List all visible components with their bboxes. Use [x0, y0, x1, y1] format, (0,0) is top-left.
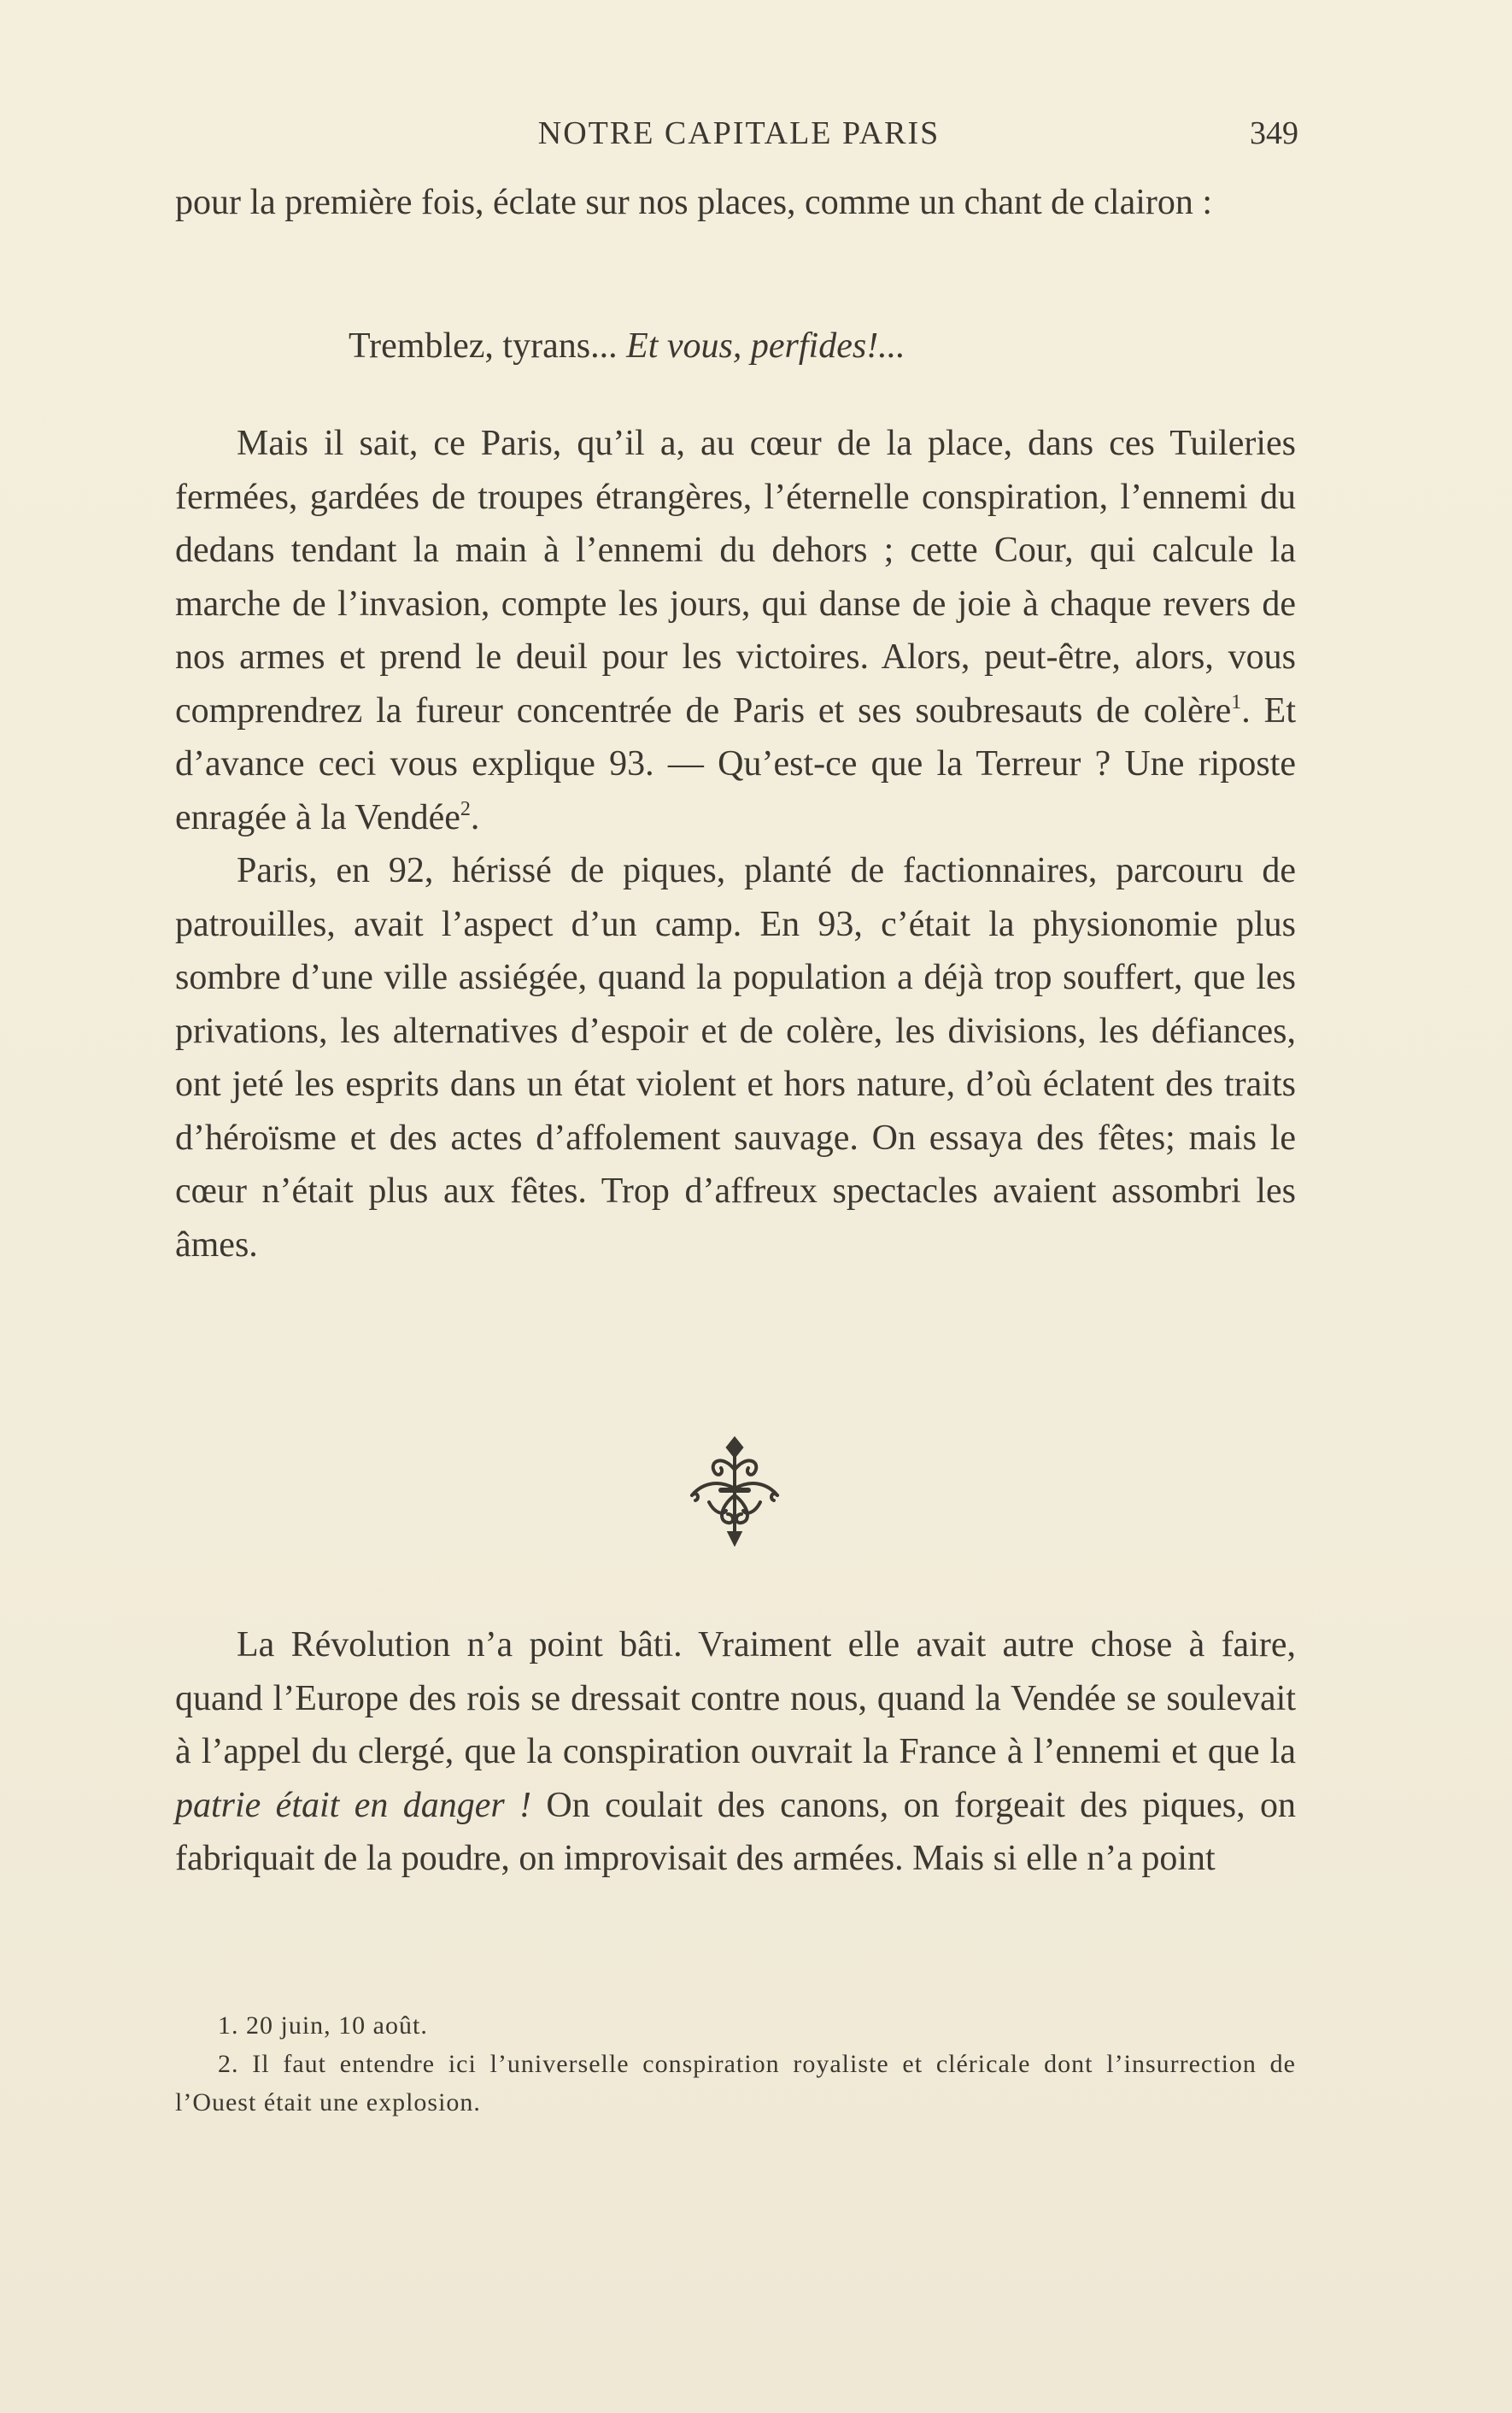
quoted-verse [349, 320, 905, 373]
main-text [175, 417, 1296, 1271]
paragraph: Paris, en 92, hérissé de piques, planté de factionnaires, parcouru de patrouilles, avait l’aspect d’un camp. En 93, c’était la physionomie plus sombre d’une ville assiégée, quand la population a déjà trop souffert, que les privations, les alternatives d’espoir et de colère, les divisions, les défiances, ont jeté les esprits dans un état violent et hors nature, d’où éclatent des traits d’héroïsme et des actes d’affolement sauvage. On essaya des fêtes; mais le cœur n’était plus aux fêtes. Trop d’affreux spectacles avaient assombri les âmes. [175, 851, 1296, 1265]
paragraph-text: Mais il sait, ce Paris, qu’il a, au cœur de la place, dans ces Tuileries fermées, gardées de troupes étrangères, l’éternelle conspiration, l’ennemi du dedans tendant la main à l’ennemi du dehors ; cette Cour, qui calcule la marche de l’invasion, compte les jours, qui danse de joie à chaque revers de nos armes et prend le deuil pour les victoires. Alors, peut-être, alors, vous comprendrez la fureur concentrée de Paris et ses soubresauts de colère [175, 424, 1296, 731]
footnotes [175, 2006, 1296, 2122]
running-title: NOTRE CAPITALE PARIS [537, 115, 941, 151]
paragraph [175, 1618, 1296, 1886]
page-number: 349 [1250, 115, 1298, 151]
fleur-de-lis-ornament-icon [675, 1435, 794, 1547]
emphasis-text: patrie était en danger ! [175, 1785, 532, 1825]
footnote-2: 2. Il faut entendre ici l’universelle conspiration royaliste et cléricale dont l’insurrection de l’Ouest était une explosion. [175, 2050, 1296, 2117]
running-head [179, 109, 1298, 157]
paragraph-text: . [470, 797, 480, 837]
paragraph-text: . Et d’avance ceci vous explique 93. — Qu’est-ce que la Terreur ? Une riposte enragée à la Vendée [175, 690, 1296, 837]
verse-part: Tremblez, tyrans... [349, 326, 618, 366]
footnote-1: 1. 20 juin, 10 août. [218, 2011, 428, 2040]
footnote-ref: 1 [1231, 690, 1242, 713]
paragraph: pour la première fois, éclate sur nos places, comme un chant de clairon : [175, 183, 1213, 222]
section-text [175, 1618, 1296, 1886]
opening-paragraph [175, 176, 1296, 230]
verse-part-italic: Et vous, perfides!... [626, 326, 905, 366]
paragraph [175, 417, 1296, 844]
paragraph-text: On coulait des canons, on forgeait des piques, on fabriquait de la poudre, on improvisait des armées. Mais si elle n’a point [175, 1785, 1297, 1878]
paragraph-text: La Révolution n’a point bâti. Vraiment elle avait autre chose à faire, quand l’Europe des rois se dressait contre nous, quand la Vendée se soulevait à l’appel du clergé, que la conspiration ouvrait la France à l’ennemi et que la [175, 1625, 1296, 1771]
footnote-ref: 2 [460, 797, 471, 820]
